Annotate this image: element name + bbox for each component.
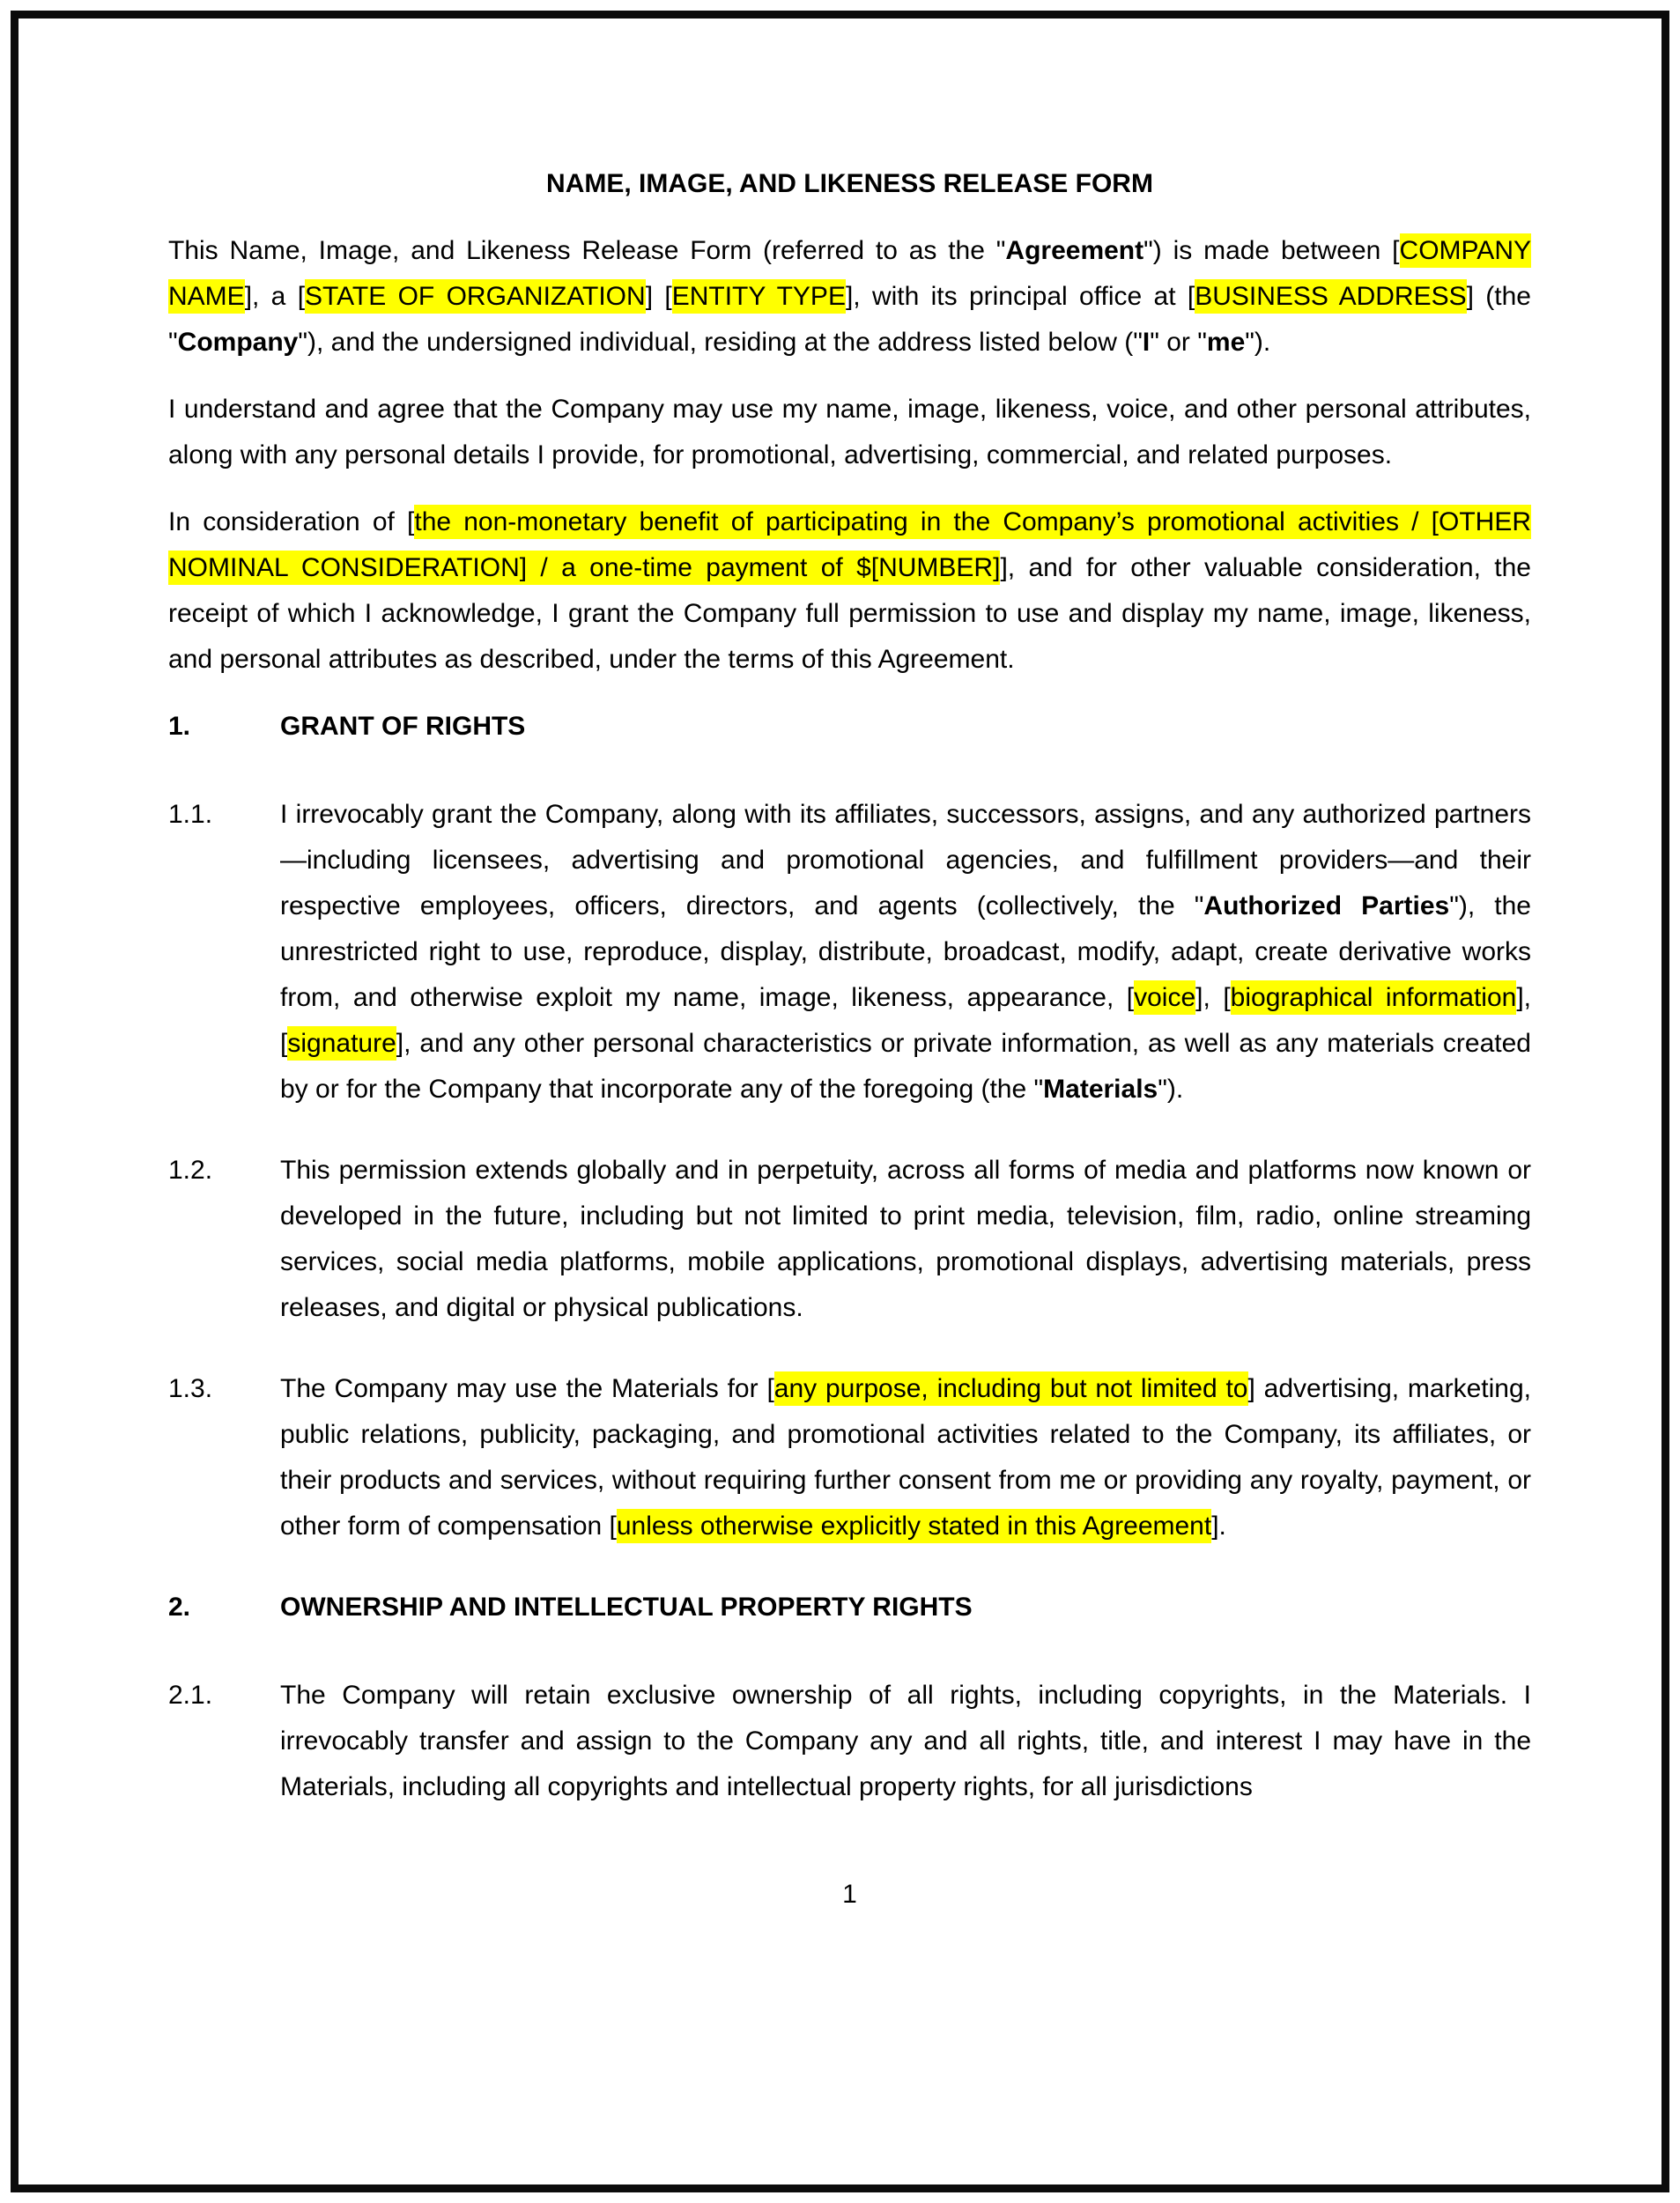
clause-1-1-number: 1.1. [168, 800, 213, 829]
clause-1-1 [168, 792, 1531, 1113]
page-number-footer: 1 [842, 1880, 857, 1909]
clause-1-3-number: 1.3. [168, 1374, 213, 1403]
document-title: NAME, IMAGE, AND LIKENESS RELEASE FORM [546, 169, 1153, 198]
section-1-number: 1. [168, 712, 191, 741]
clause-1-2 [168, 1148, 1531, 1331]
clause-1-1-text: I irrevocably grant the Company, along with its affiliates, successors, assigns, and any authorized partners—including licensees, advertising and promotional agencies, and fulfillment providers—and their respective employees, officers, directors, and agents (collectively, the "Authorized Parties"), the unrestricted right to use, reproduce, display, distribute, broadcast, modify, adapt, create derivative works from, and otherwise exploit my name, image, likeness, appearance, [voice], [biographical information], [signature], and any other personal characteristics or private information, as well as any materials created by or for the Company that incorporate any of the foregoing (the "Materials"). [280, 800, 1532, 1104]
document-page [19, 18, 1661, 1918]
clause-1-3 [168, 1366, 1531, 1549]
clause-2-1-number: 2.1. [168, 1681, 213, 1710]
section-2-number: 2. [168, 1593, 191, 1622]
clause-2-1 [168, 1673, 1531, 1810]
clause-2-1-text: The Company will retain exclusive ownership of all rights, including copyrights, in the Materials. I irrevocably transfer and assign to the Company any and all rights, title, and interest I may have in the Materials, including all copyrights and intellectual property rights, for all jurisdictions [280, 1681, 1531, 1801]
intro-paragraph-1: This Name, Image, and Likeness Release Form (referred to as the "Agreement") is made between [COMPANY NAME], a [STATE OF ORGANIZATION] [ENTITY TYPE], with its principal office at [BUSINESS ADDRESS] (the "Company"), and the undersigned individual, residing at the address listed below ("I" or "me"). [168, 228, 1531, 366]
section-2-heading [168, 1585, 1531, 1630]
section-1-heading [168, 704, 1531, 750]
intro-paragraph-2: I understand and agree that the Company may use my name, image, likeness, voice, and other personal attributes, along with any personal details I provide, for promotional, advertising, commercial, and related purposes. [168, 395, 1531, 469]
section-1-title: GRANT OF RIGHTS [280, 712, 526, 741]
section-2-title: OWNERSHIP AND INTELLECTUAL PROPERTY RIGHTS [280, 1593, 973, 1622]
clause-1-2-number: 1.2. [168, 1156, 213, 1185]
clause-1-3-text: The Company may use the Materials for [any purpose, including but not limited to] advertising, marketing, public relations, publicity, packaging, and promotional activities related to the Company, its affiliates, or their products and services, without requiring further consent from me or providing any royalty, payment, or other form of compensation [unless otherwise explicitly stated in this Agreement]. [280, 1366, 1531, 1549]
page-border [11, 11, 1669, 2192]
clause-1-2-text: This permission extends globally and in perpetuity, across all forms of media and platforms now known or developed in the future, including but not limited to print media, television, film, radio, online streaming services, social media platforms, mobile applications, promotional displays, advertising materials, press releases, and digital or physical publications. [280, 1156, 1531, 1322]
intro-paragraph-3: In consideration of [the non-monetary benefit of participating in the Company’s promotional activities / [OTHER NOMINAL CONSIDERATION] / a one-time payment of $[NUMBER]], and for other valuable consideration, the receipt of which I acknowledge, I grant the Company full permission to use and display my name, image, likeness, and personal attributes as described, under the terms of this Agreement. [168, 499, 1531, 683]
